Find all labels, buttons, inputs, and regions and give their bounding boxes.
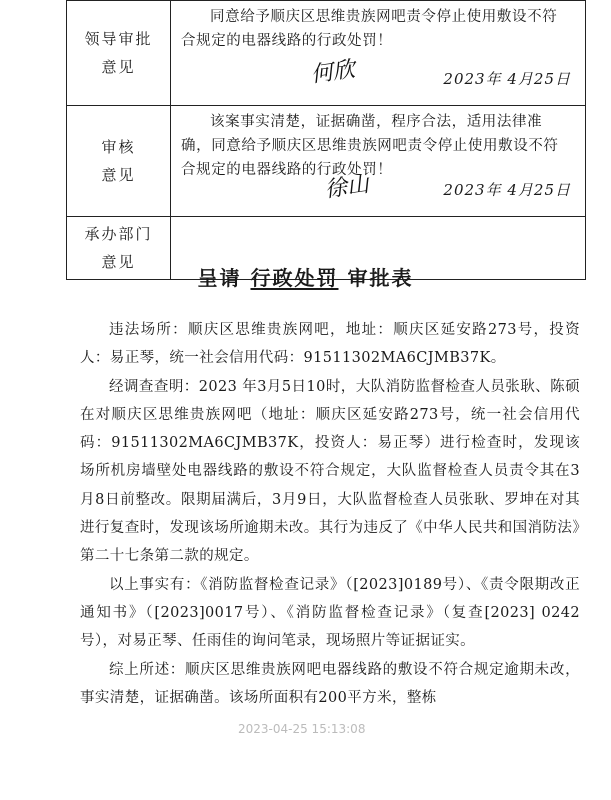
page-title [0, 262, 611, 291]
review-opinion-text: 该案事实清楚，证据确凿，程序合法，适用法律准确，同意给予顺庆区思维贵族网吧责令停止使用敷设不符合规定的电器线路的行政处罚！ [181, 114, 559, 178]
leader-approval-row [67, 1, 586, 106]
label-line: 审核 [101, 138, 136, 156]
document-body [80, 316, 580, 712]
leader-approval-cell [171, 1, 586, 106]
review-sign-date: 2023年 4月25日 [443, 181, 571, 199]
paragraph-violation-site: 违法场所：顺庆区思维贵族网吧，地址：顺庆区延安路273号，投资人：易正琴，统一社会信用代码：91511302MA6CJMB37K。 [80, 322, 580, 367]
paragraph-investigation: 经调查查明：2023 年3月5日10时，大队消防监督检查人员张耿、陈硕在对顺庆区思维贵族网吧（地址：顺庆区延安路273号，统一社会信用代码：91511302MA6CJMB37K，投资人：易正琴）进行检查时，发现该场所机房墙壁处电器线路的敷设不符合规定，大队监督检查人员责令其在3月8日前整改。限期届满后，3月9日，大队监督检查人员张耿、罗坤在对其进行复查时，发现该场所逾期未改。其行为违反了《中华人民共和国消防法》第二十七条第二款的规定。 [80, 378, 580, 565]
paragraph-summary: 综上所述：顺庆区思维贵族网吧电器线路的敷设不符合规定逾期未改，事实清楚，证据确凿。该场所面积有200平方米，整栋 [80, 661, 580, 706]
leader-opinion-text: 同意给予顺庆区思维贵族网吧责令停止使用敷设不符合规定的电器线路的行政处罚！ [181, 9, 558, 49]
review-label [67, 106, 171, 217]
label-line: 意见 [101, 58, 136, 76]
review-row [67, 106, 586, 217]
label-line: 领导审批 [84, 30, 153, 48]
title-underlined: 行政处罚 [250, 266, 339, 290]
label-line: 意见 [101, 166, 136, 184]
label-line: 意见 [101, 253, 136, 271]
review-cell [171, 106, 586, 217]
title-prefix: 呈请 [197, 266, 242, 290]
review-signature: 徐山 [323, 172, 371, 203]
review-sign-line [181, 172, 571, 206]
label-line: 承办部门 [84, 225, 153, 243]
timestamp-watermark: 2023-04-25 15:13:08 [238, 722, 366, 736]
leader-sign-line [181, 57, 571, 95]
paragraph-evidence: 以上事实有：《消防监督检查记录》（[2023]0189号）、《责令限期改正通知书》（[2023]0017号）、《消防监督检查记录》（复查[2023] 0242号），对易正琴、任雨佳的询问笔录，现场照片等证据证实。 [80, 576, 580, 650]
approval-opinions-table [66, 0, 586, 280]
leader-signature: 何欣 [309, 57, 357, 88]
leader-approval-label [67, 1, 171, 106]
title-suffix: 审批表 [347, 266, 414, 290]
leader-sign-date: 2023年 4月25日 [443, 70, 571, 88]
